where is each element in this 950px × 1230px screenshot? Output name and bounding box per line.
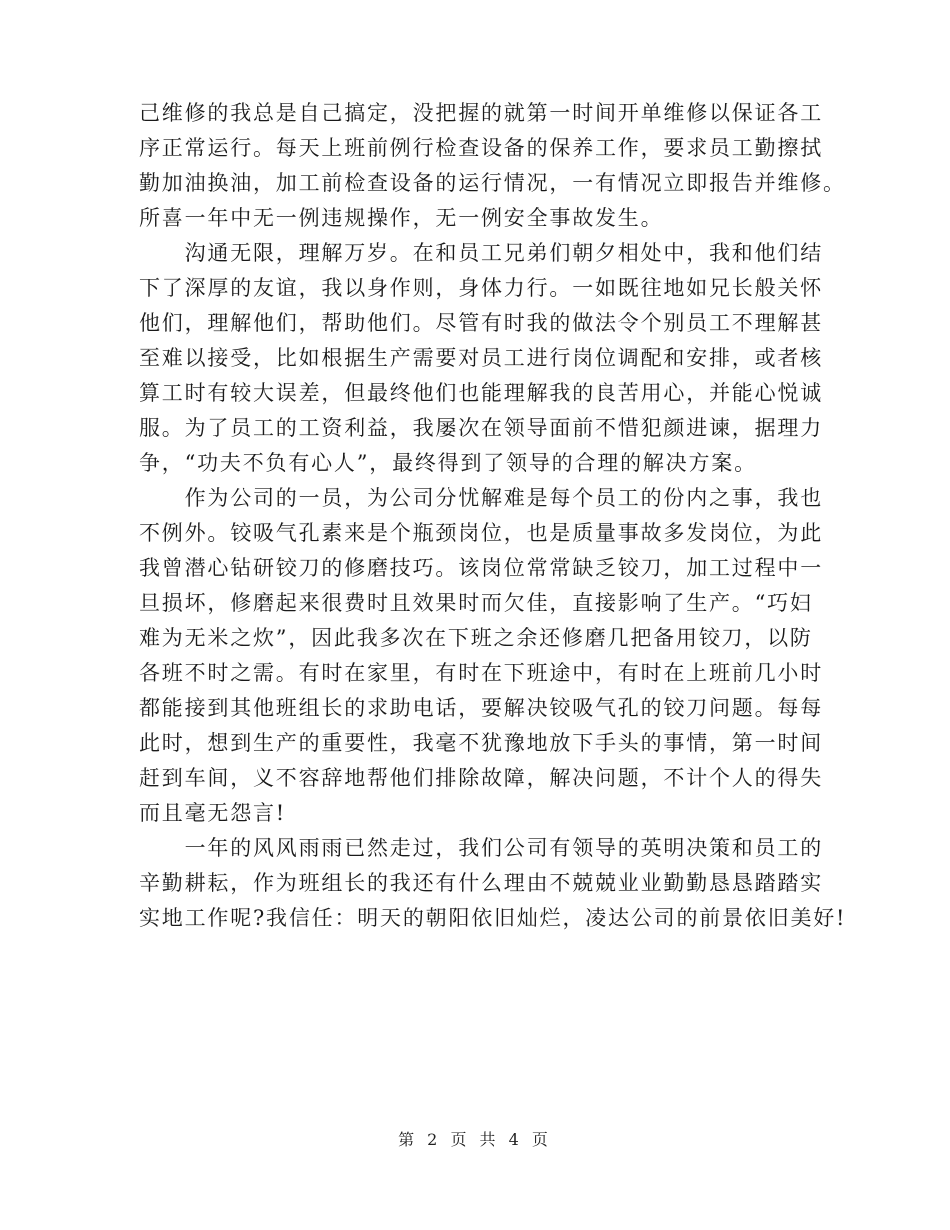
text-line: 他们，理解他们，帮助他们。尽管有时我的做法令个别员工不理解甚: [139, 311, 823, 335]
text-line: 作为公司的一员，为公司分忧解难是每个员工的份内之事，我也: [139, 486, 823, 510]
text-line: 勤加油换油，加工前检查设备的运行情况，一有情况立即报告并维修。: [139, 171, 846, 195]
page-number-footer: 第 2 页 共 4 页: [398, 1130, 552, 1149]
text-line: 己维修的我总是自己搞定，没把握的就第一时间开单维修以保证各工: [139, 101, 823, 125]
text-line: 实地工作呢?我信任：明天的朝阳依旧灿烂，凌达公司的前景依旧美好!: [139, 906, 847, 930]
text-line: 序正常运行。每天上班前例行检查设备的保养工作，要求员工勤擦拭: [139, 136, 823, 160]
text-line: 下了深厚的友谊，我以身作则，身体力行。一如既往地如兄长般关怀: [139, 276, 823, 300]
text-line: 都能接到其他班组长的求助电话，要解决铰吸气孔的铰刀问题。每每: [139, 696, 823, 720]
text-line: 难为无米之炊”，因此我多次在下班之余还修磨几把备用铰刀，以防: [139, 626, 813, 650]
text-line: 至难以接受，比如根据生产需要对员工进行岗位调配和安排，或者核: [139, 346, 823, 370]
text-line: 而且毫无怨言!: [139, 801, 287, 825]
text-line: 此时，想到生产的重要性，我毫不犹豫地放下手头的事情，第一时间: [139, 731, 823, 755]
text-line: 我曾潜心钻研铰刀的修磨技巧。该岗位常常缺乏铰刀，加工过程中一: [139, 556, 823, 580]
text-line: 所喜一年中无一例违规操作，无一例安全事故发生。: [139, 206, 664, 230]
text-line: 算工时有较大误差，但最终他们也能理解我的良苦用心，并能心悦诚: [139, 381, 823, 405]
text-line: 赶到车间，义不容辞地帮他们排除故障，解决问题，不计个人的得失: [139, 766, 823, 790]
text-line: 不例外。铰吸气孔素来是个瓶颈岗位，也是质量事故多发岗位，为此: [139, 521, 823, 545]
text-line: 争，“功夫不负有心人”，最终得到了领导的合理的解决方案。: [139, 451, 757, 475]
text-line: 沟通无限，理解万岁。在和员工兄弟们朝夕相处中，我和他们结: [139, 241, 823, 265]
text-line: 旦损坏，修磨起来很费时且效果时而欠佳，直接影响了生产。“巧妇: [139, 591, 813, 615]
text-line: 一年的风风雨雨已然走过，我们公司有领导的英明决策和员工的: [139, 836, 823, 860]
text-line: 各班不时之需。有时在家里，有时在下班途中，有时在上班前几小时: [139, 661, 823, 685]
body-text: [139, 96, 847, 936]
text-line: 辛勤耕耘，作为班组长的我还有什么理由不兢兢业业勤勤恳恳踏踏实: [139, 871, 823, 895]
text-line: 服。为了员工的工资利益，我屡次在领导面前不惜犯颜进谏，据理力: [139, 416, 823, 440]
